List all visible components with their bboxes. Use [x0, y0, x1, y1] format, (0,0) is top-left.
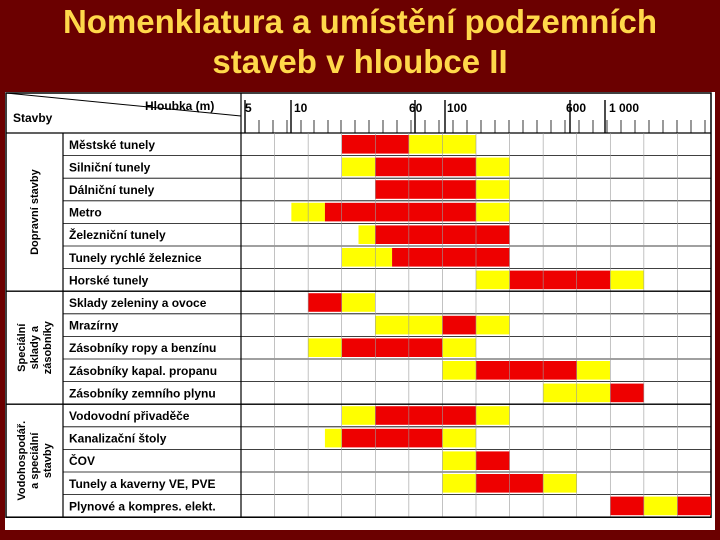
scale-tick-label: 1 000	[609, 101, 640, 115]
group-label: sklady a	[29, 325, 42, 370]
row-label: Metro	[69, 205, 102, 220]
row-label: Železniční tunely	[69, 228, 166, 243]
depth-range-bar	[476, 180, 510, 199]
depth-range-bar	[476, 406, 510, 425]
depth-range-bar	[442, 429, 476, 448]
depth-range-bar	[610, 497, 644, 516]
depth-range-bar	[610, 271, 644, 290]
title-line-2: staveb v hloubce II	[212, 43, 508, 80]
depth-range-bar	[392, 248, 510, 267]
row-label: Vodovodní přivaděče	[69, 409, 190, 423]
depth-range-bar	[476, 316, 510, 335]
row-label: Mrazírny	[69, 318, 119, 333]
depth-range-bar	[476, 451, 510, 470]
group-label: zásobníky	[42, 321, 55, 375]
depth-range-bar	[308, 338, 342, 357]
depth-range-bar	[342, 293, 376, 312]
depth-range-bar	[476, 203, 510, 222]
title-line-1: Nomenklatura a umístění podzemních	[62, 3, 658, 40]
depth-axis-label: Hloubka (m)	[145, 99, 215, 113]
depth-range-bar	[510, 271, 611, 290]
depth-range-bar	[442, 451, 476, 470]
depth-range-bar	[342, 248, 392, 267]
row-label: Dálniční tunely	[69, 183, 155, 197]
depth-range-bar	[359, 225, 376, 244]
scale-tick-label: 60	[409, 101, 423, 115]
group-label: Vodohospodář.	[16, 420, 28, 501]
group-label: stavby	[42, 443, 54, 479]
scale-tick-label: 100	[447, 101, 468, 115]
depth-range-bar	[610, 384, 644, 403]
depth-range-bar	[342, 338, 443, 357]
depth-range-bar	[342, 406, 376, 425]
row-label: Městské tunely	[69, 137, 156, 152]
structures-axis-label: Stavby	[13, 111, 53, 125]
scale-tick-label: 5	[245, 101, 252, 115]
group-label: Speciální	[16, 323, 29, 372]
group-label: Dopravní stavby	[29, 169, 41, 255]
depth-range-bar	[325, 203, 476, 222]
depth-range-bar	[325, 429, 342, 448]
depth-range-bar	[577, 361, 611, 380]
depth-range-bar	[375, 180, 476, 199]
row-label: Sklady zeleniny a ovoce	[69, 296, 207, 310]
depth-range-bar	[375, 406, 476, 425]
row-label: Silniční tunely	[69, 160, 151, 175]
row-label: Zásobníky kapal. propanu	[69, 363, 218, 378]
depth-range-bar	[342, 158, 376, 177]
depth-chart-board	[5, 92, 715, 530]
row-label: Plynové a kompres. elekt.	[69, 499, 216, 514]
slide-title	[0, 2, 720, 82]
depth-range-bar	[442, 316, 476, 335]
row-label: Tunely rychlé železnice	[69, 250, 202, 265]
row-label: Horské tunely	[69, 273, 149, 288]
depth-range-bar	[644, 497, 678, 516]
depth-range-bar	[543, 474, 577, 493]
depth-range-bar	[476, 271, 510, 290]
depth-range-bar	[677, 497, 711, 516]
depth-chart	[5, 92, 715, 530]
row-label: Zásobníky ropy a benzínu	[69, 341, 217, 356]
row-label: ČOV	[69, 454, 96, 469]
depth-range-bar	[442, 474, 476, 493]
depth-range-bar	[476, 361, 577, 380]
depth-range-bar	[442, 338, 476, 357]
depth-range-bar	[476, 158, 510, 177]
row-label: Kanalizační štoly	[69, 431, 167, 446]
depth-range-bar	[375, 158, 476, 177]
depth-range-bar	[308, 293, 342, 312]
row-label: Zásobníky zemního plynu	[69, 386, 216, 401]
scale-tick-label: 600	[566, 101, 587, 115]
scale-tick-label: 10	[294, 101, 308, 115]
group-label: a speciální	[29, 432, 41, 489]
depth-range-bar	[342, 429, 443, 448]
row-label: Tunely a kaverny VE, PVE	[69, 476, 216, 491]
depth-range-bar	[442, 361, 476, 380]
